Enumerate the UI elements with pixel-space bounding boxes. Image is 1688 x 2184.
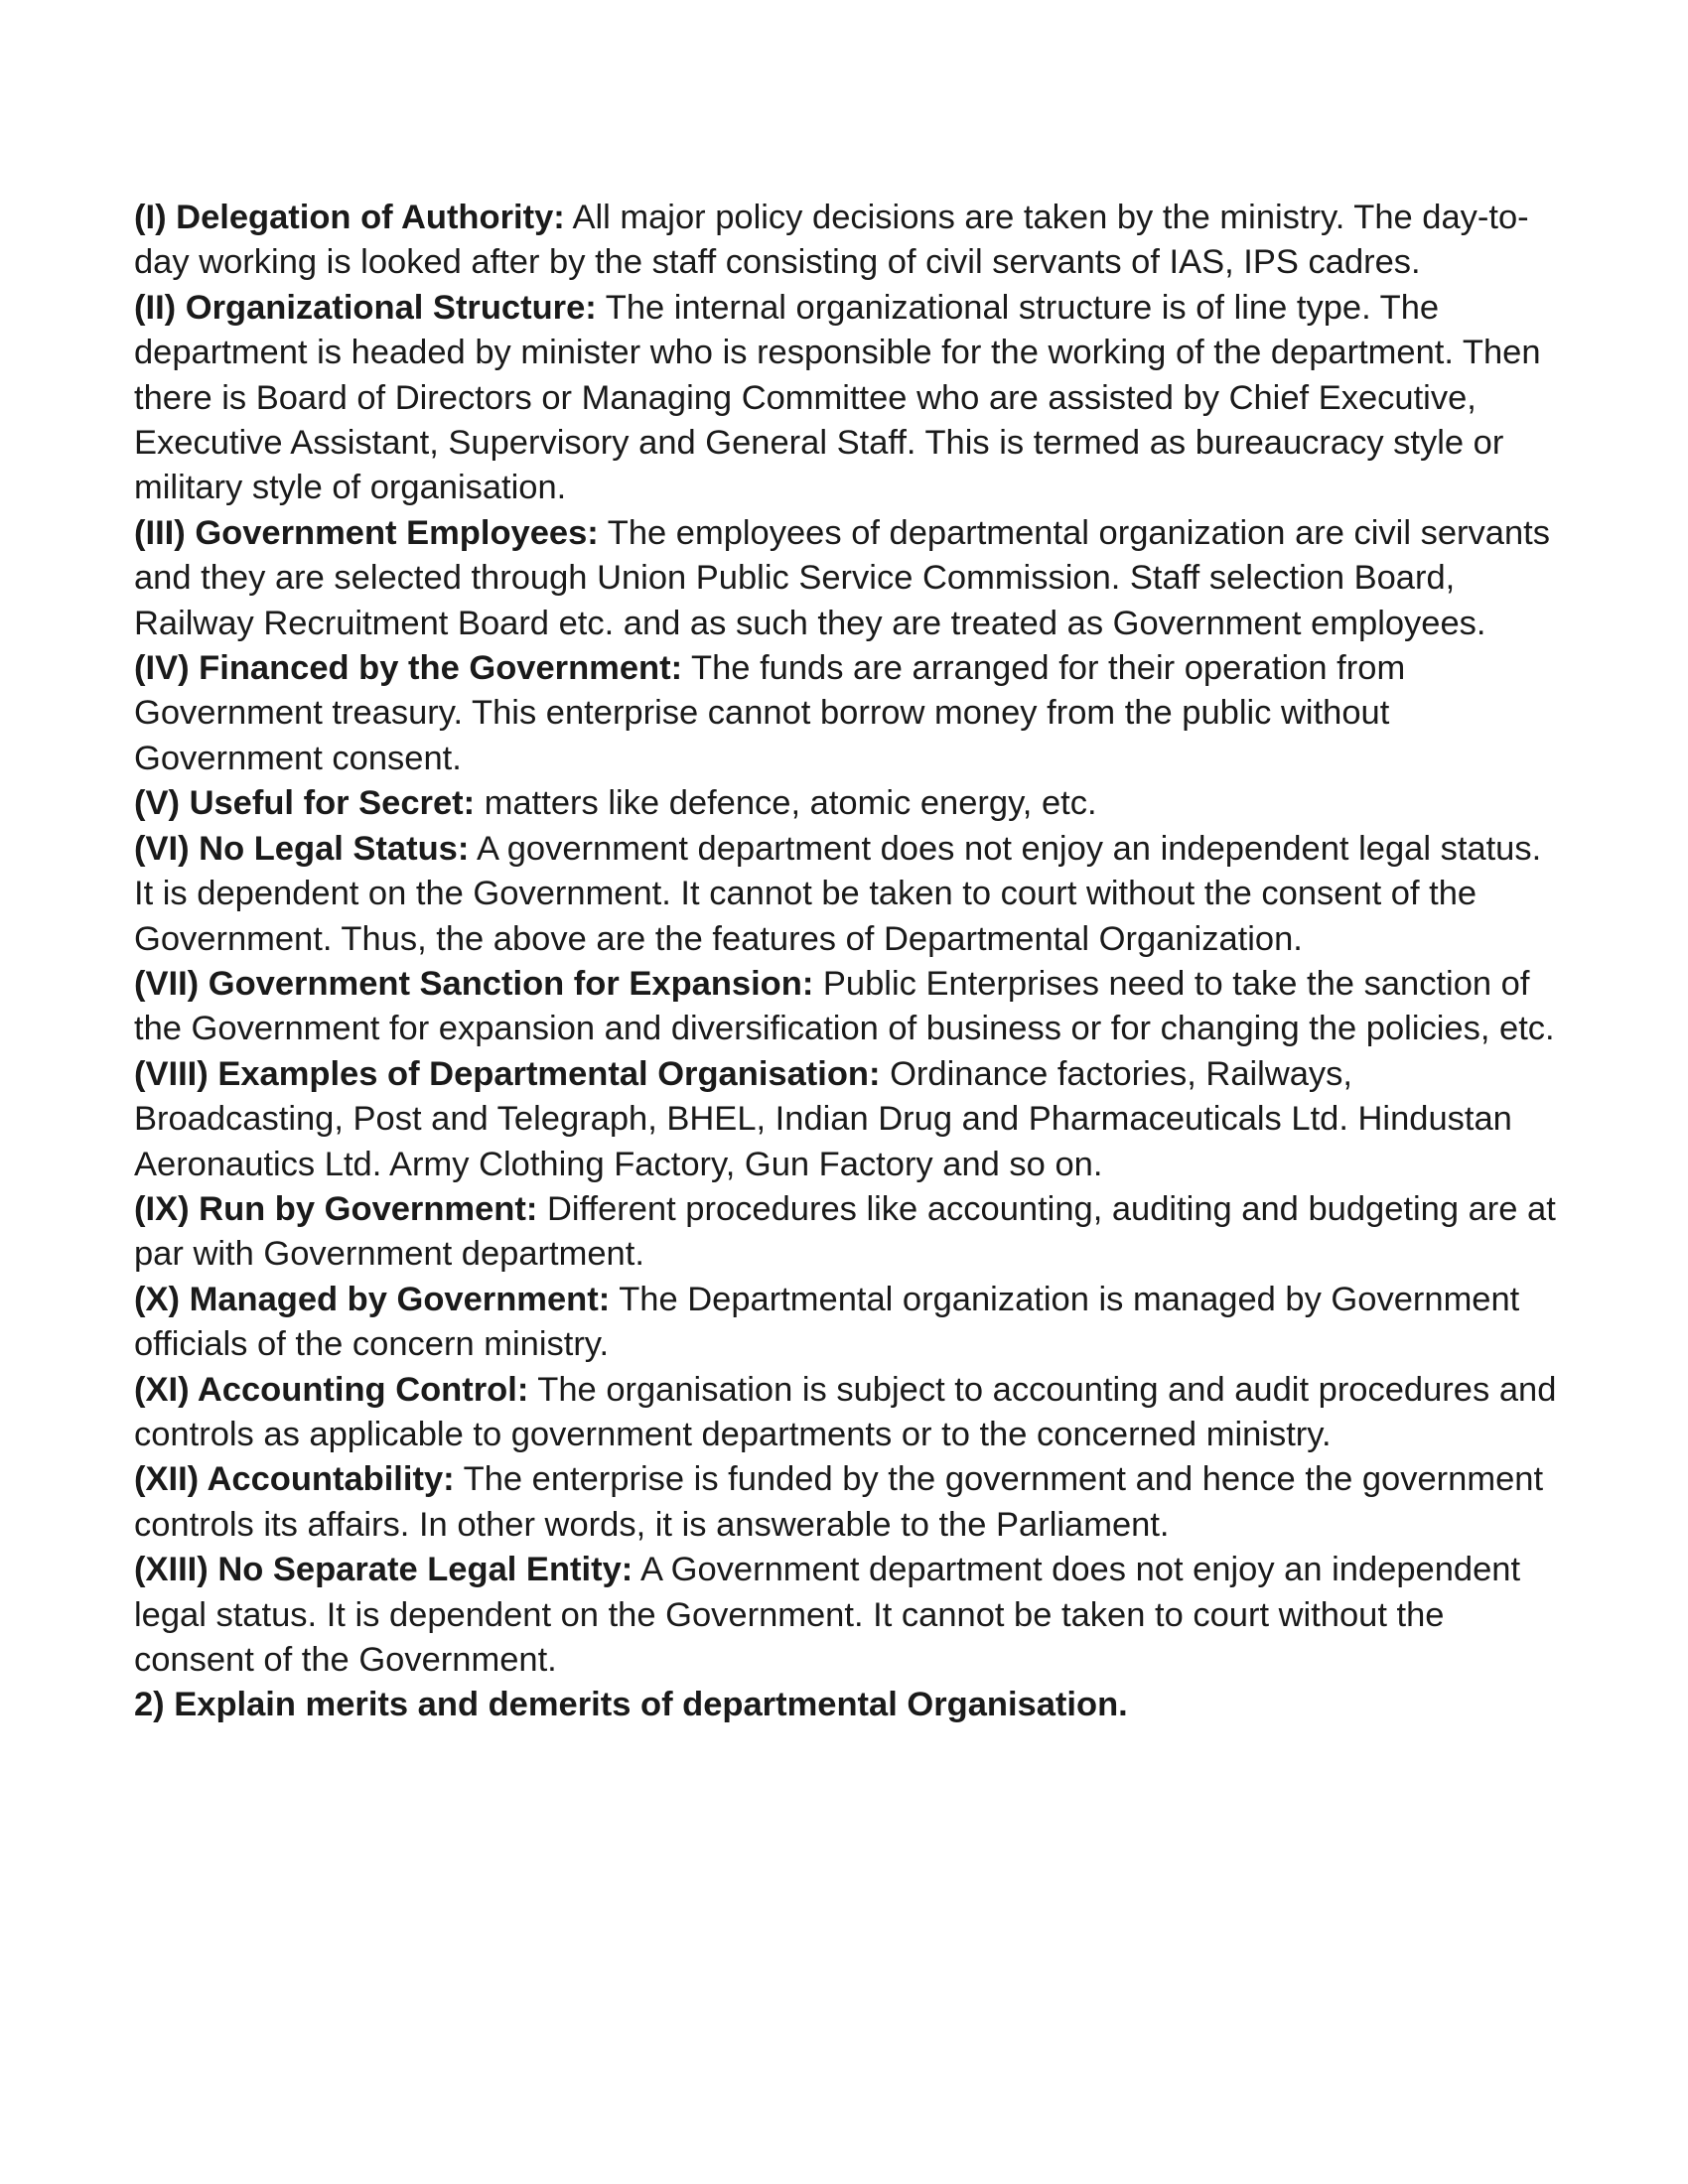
feature-run-by-government bbox=[134, 1187, 1564, 1278]
feature-text: The enterprise is funded by the government and hence the government controls its affairs. In other words, it is answerable to the Parliament. bbox=[134, 1460, 1544, 1544]
feature-text: All major policy decisions are taken by the ministry. The day-to-day working is looked after by the staff consisting of civil servants of IAS, IPS cadres. bbox=[134, 199, 1529, 282]
feature-term: (VI) No Legal Status: bbox=[134, 829, 470, 868]
feature-no-legal-status bbox=[134, 827, 1564, 962]
feature-government-employees bbox=[134, 511, 1564, 646]
feature-text: matters like defence, atomic energy, etc. bbox=[475, 784, 1097, 823]
feature-managed-by-government bbox=[134, 1278, 1564, 1368]
feature-text: A government department does not enjoy an independent legal status. It is dependent on the Government. It cannot be taken to court without the consent of the Government. Thus, the above are the features of Departmental Organization. bbox=[134, 829, 1542, 958]
feature-term: (VII) Government Sanction for Expansion: bbox=[134, 964, 814, 1003]
feature-organizational-structure bbox=[134, 286, 1564, 511]
feature-term: (III) Government Employees: bbox=[134, 513, 599, 552]
feature-text: Ordinance factories, Railways, Broadcasting, Post and Telegraph, BHEL, Indian Drug and Pharmaceuticals Ltd. Hindustan Aeronautics Ltd. Army Clothing Factory, Gun Factory and so on. bbox=[134, 1054, 1512, 1183]
feature-term: (V) Useful for Secret: bbox=[134, 784, 476, 823]
feature-accounting-control bbox=[134, 1368, 1564, 1458]
feature-text: The funds are arranged for their operation from Government treasury. This enterprise cannot borrow money from the public without Government consent. bbox=[134, 649, 1406, 777]
feature-term: (XI) Accounting Control: bbox=[134, 1370, 529, 1409]
feature-term: (II) Organizational Structure: bbox=[134, 288, 597, 327]
feature-term: (IX) Run by Government: bbox=[134, 1189, 538, 1228]
feature-accountability bbox=[134, 1457, 1564, 1548]
feature-text: The internal organizational structure is of line type. The department is headed by minister who is responsible for the working of the department. Then there is Board of Directors or Managing Committee who are assisted by Chief Executive, Executive Assistant, Supervisory and General Staff. This is termed as bureaucracy style or military style of organisation. bbox=[134, 288, 1541, 507]
feature-term: (I) Delegation of Authority: bbox=[134, 199, 565, 236]
feature-no-separate-legal-entity bbox=[134, 1548, 1564, 1683]
feature-term: (VIII) Examples of Departmental Organisation: bbox=[134, 1054, 881, 1093]
feature-text: The Departmental organization is managed by Government officials of the concern ministry. bbox=[134, 1280, 1520, 1364]
feature-term: (IV) Financed by the Government: bbox=[134, 649, 683, 688]
feature-text: Public Enterprises need to take the sanction of the Government for expansion and diversification of business or for changing the policies, etc. bbox=[134, 964, 1555, 1048]
feature-examples-of-departmental-organisation bbox=[134, 1052, 1564, 1187]
feature-delegation-of-authority bbox=[134, 196, 1564, 286]
feature-government-sanction-for-expansion bbox=[134, 962, 1564, 1052]
feature-useful-for-secret bbox=[134, 781, 1564, 826]
question-heading: 2) Explain merits and demerits of departmental Organisation. bbox=[134, 1686, 1128, 1724]
document-body bbox=[134, 196, 1564, 1728]
feature-text: The organisation is subject to accounting and audit procedures and controls as applicable to government departments or to the concerned ministry. bbox=[134, 1370, 1557, 1453]
feature-text: Different procedures like accounting, auditing and budgeting are at par with Government department. bbox=[134, 1189, 1556, 1274]
feature-term: (XIII) No Separate Legal Entity: bbox=[134, 1551, 633, 1589]
feature-term: (XII) Accountability: bbox=[134, 1460, 455, 1499]
feature-text: The employees of departmental organization are civil servants and they are selected through Union Public Service Commission. Staff selection Board, Railway Recruitment Board etc. and as such they are treated as Government employees. bbox=[134, 513, 1550, 642]
feature-financed-by-government bbox=[134, 646, 1564, 781]
feature-text: A Government department does not enjoy an independent legal status. It is dependent on the Government. It cannot be taken to court without the consent of the Government. bbox=[134, 1551, 1521, 1679]
feature-term: (X) Managed by Government: bbox=[134, 1280, 611, 1318]
